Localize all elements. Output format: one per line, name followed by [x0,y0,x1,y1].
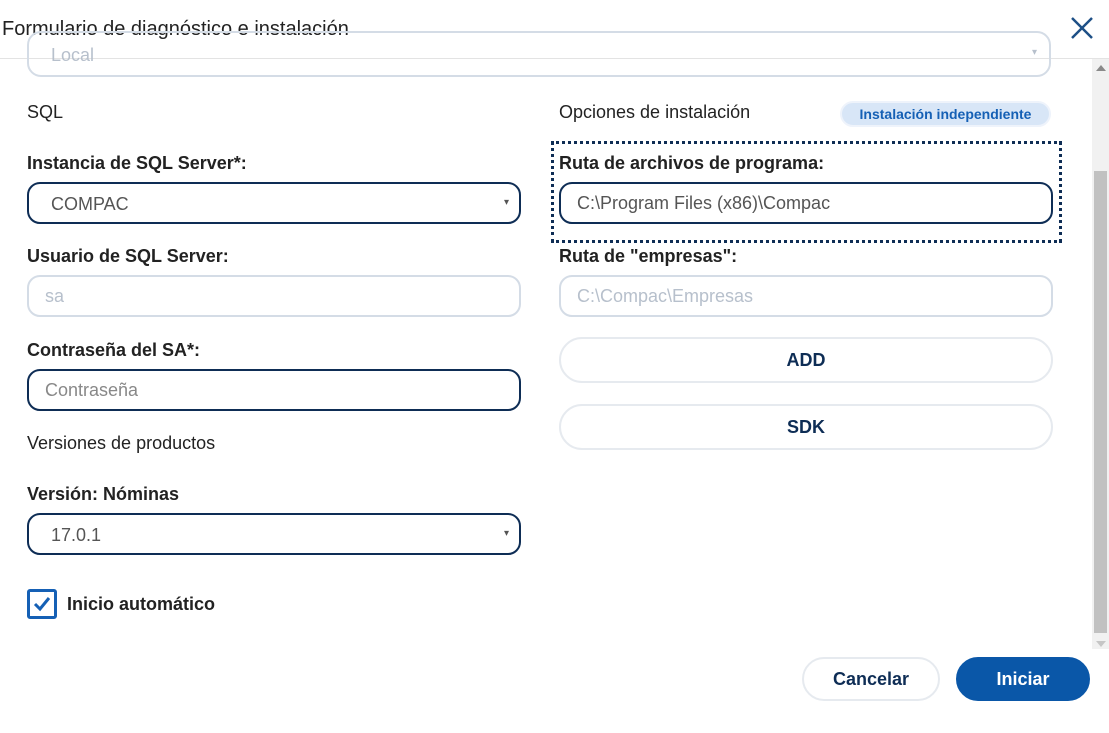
scroll-up-icon[interactable] [1096,65,1106,71]
vertical-scrollbar[interactable] [1092,59,1109,649]
scroll-thumb[interactable] [1094,171,1107,633]
install-mode-badge: Instalación independiente [840,101,1051,127]
connection-select-partial[interactable] [27,31,1051,77]
add-button[interactable]: ADD [559,337,1053,383]
autostart-checkbox[interactable] [27,589,57,619]
chevron-down-icon: ▾ [1031,47,1037,58]
versions-section-title: Versiones de productos [27,433,216,453]
install-section-title: Opciones de instalación [559,102,751,122]
checkmark-icon [32,594,52,614]
autostart-label: Inicio automático [67,594,216,614]
sql-user-label: Usuario de SQL Server: [27,246,229,266]
sdk-button[interactable]: SDK [559,404,1053,450]
chevron-down-icon: ▾ [503,197,509,208]
sql-section-title: SQL [27,102,64,122]
sql-user-input[interactable] [27,275,521,317]
version-value: 17.0.1 [51,525,102,545]
program-path-label: Ruta de archivos de programa: [559,153,825,173]
scroll-down-icon[interactable] [1096,641,1106,647]
sa-password-label: Contraseña del SA*: [27,340,201,360]
connection-select-value: Local [51,45,95,65]
chevron-down-icon: ▾ [503,528,509,539]
sa-password-input[interactable] [27,369,521,411]
sql-instance-select[interactable] [27,182,521,224]
companies-path-input[interactable] [559,275,1053,317]
program-path-input[interactable] [559,182,1053,224]
close-icon [1066,12,1098,44]
sql-instance-value: COMPAC [51,194,129,214]
close-button[interactable] [1066,12,1098,44]
dialog-content [0,45,1092,649]
start-button[interactable]: Iniciar [956,657,1090,701]
version-label: Versión: Nóminas [27,484,180,504]
cancel-button[interactable]: Cancelar [802,657,940,701]
version-select[interactable] [27,513,521,555]
companies-path-label: Ruta de "empresas": [559,246,738,266]
sql-instance-label: Instancia de SQL Server*: [27,153,247,173]
dialog-title: Formulario de diagnóstico e instalación [2,18,349,40]
